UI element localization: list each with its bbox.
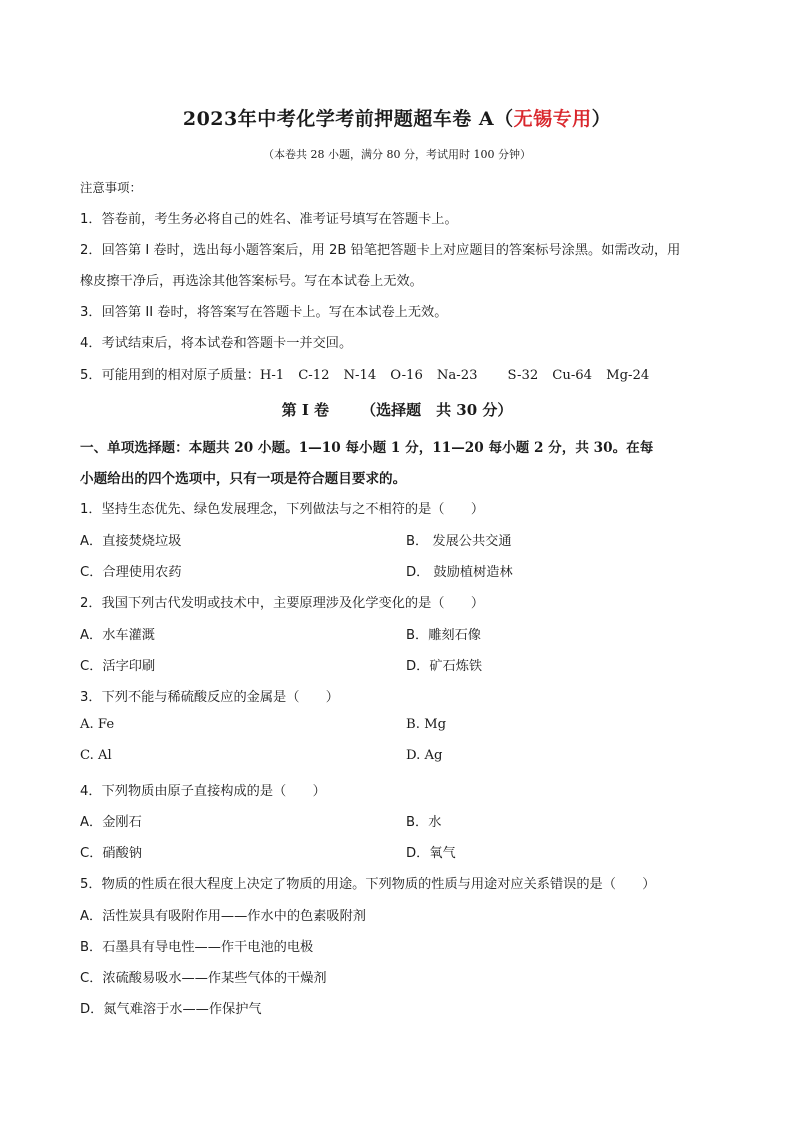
question-stem: 1．坚持生态优先、绿色发展理念，下列做法与之不相符的是（ ）	[80, 502, 485, 517]
notice-item: 1．答卷前，考生务必将自己的姓名、准考证号填写在答题卡上。	[80, 212, 458, 227]
atomic-mass-line	[80, 364, 720, 383]
option-c: C．合理使用农药	[80, 565, 182, 580]
page-title	[0, 104, 794, 131]
atomic-mass: N-14	[343, 368, 377, 383]
option-b: B． 发展公共交通	[406, 534, 512, 549]
option-c: C．浓硫酸易吸水——作某些气体的干燥剂	[80, 971, 327, 986]
question-stem: 4．下列物质由原子直接构成的是（ ）	[80, 784, 326, 799]
section-left: 第 I 卷	[281, 401, 330, 419]
title-main: 2023年中考化学考前押题超车卷 A（	[182, 108, 514, 130]
title-end: ）	[591, 108, 612, 130]
atomic-mass: Mg-24	[606, 368, 650, 383]
option-b: B．水	[406, 815, 442, 830]
option-b: B．雕刻石像	[406, 628, 481, 643]
option-a: A．金刚石	[80, 815, 142, 830]
notice-item: 2．回答第 I 卷时，选出每小题答案后，用 2B 铅笔把答题卡上对应题目的答案标号涂黑。如需改动，用	[80, 243, 681, 258]
part-instruction: 小题给出的四个选项中，只有一项是符合题目要求的。	[80, 471, 407, 487]
atomic-mass: C-12	[298, 368, 330, 383]
option-d: D．氧气	[406, 846, 456, 861]
option-c: C. Al	[80, 748, 112, 763]
notice-item: 4．考试结束后，将本试卷和答题卡一并交回。	[80, 336, 353, 351]
section-heading	[0, 399, 794, 420]
option-d: D. Ag	[406, 748, 443, 763]
option-b: B．石墨具有导电性——作干电池的电极	[80, 940, 314, 955]
option-d: D．氮气难溶于水——作保护气	[80, 1002, 262, 1017]
option-d: D． 鼓励植树造林	[406, 565, 513, 580]
exam-subtitle: （本卷共 28 小题，满分 80 分，考试用时 100 分钟）	[263, 148, 531, 161]
section-right: （选择题 共 30 分）	[361, 401, 513, 419]
question-stem: 2．我国下列古代发明或技术中，主要原理涉及化学变化的是（ ）	[80, 596, 485, 611]
option-b: B. Mg	[406, 717, 447, 732]
atomic-mass: O-16	[390, 368, 423, 383]
atomic-mass: Cu-64	[552, 368, 593, 383]
option-a: A．水车灌溉	[80, 628, 155, 643]
title-highlight: 无锡专用	[513, 108, 592, 130]
option-a: A. Fe	[80, 717, 115, 732]
option-c: C．硝酸钠	[80, 846, 142, 861]
atomic-mass: H-1	[259, 368, 285, 383]
option-a: A．直接焚烧垃圾	[80, 534, 182, 549]
question-stem: 5．物质的性质在很大程度上决定了物质的用途。下列物质的性质与用途对应关系错误的是（ ）	[80, 877, 656, 892]
part-instruction: 一、单项选择题：本题共 20 小题。1—10 每小题 1 分，11—20 每小题 2 分，共 30。在每	[80, 440, 654, 456]
notice-heading: 注意事项：	[80, 180, 142, 195]
atomic-mass-label: 5．可能用到的相对原子质量：	[80, 368, 260, 383]
atomic-mass: S-32	[507, 368, 539, 383]
question-stem: 3．下列不能与稀硫酸反应的金属是（ ）	[80, 690, 339, 705]
atomic-mass: Na-23	[436, 368, 478, 383]
notice-item: 橡皮擦干净后，再选涂其他答案标号。写在本试卷上无效。	[80, 274, 423, 289]
option-d: D．矿石炼铁	[406, 659, 483, 674]
notice-item: 3．回答第 II 卷时，将答案写在答题卡上。写在本试卷上无效。	[80, 305, 448, 320]
option-c: C．活字印刷	[80, 659, 156, 674]
option-a: A．活性炭具有吸附作用——作水中的色素吸附剂	[80, 909, 366, 924]
